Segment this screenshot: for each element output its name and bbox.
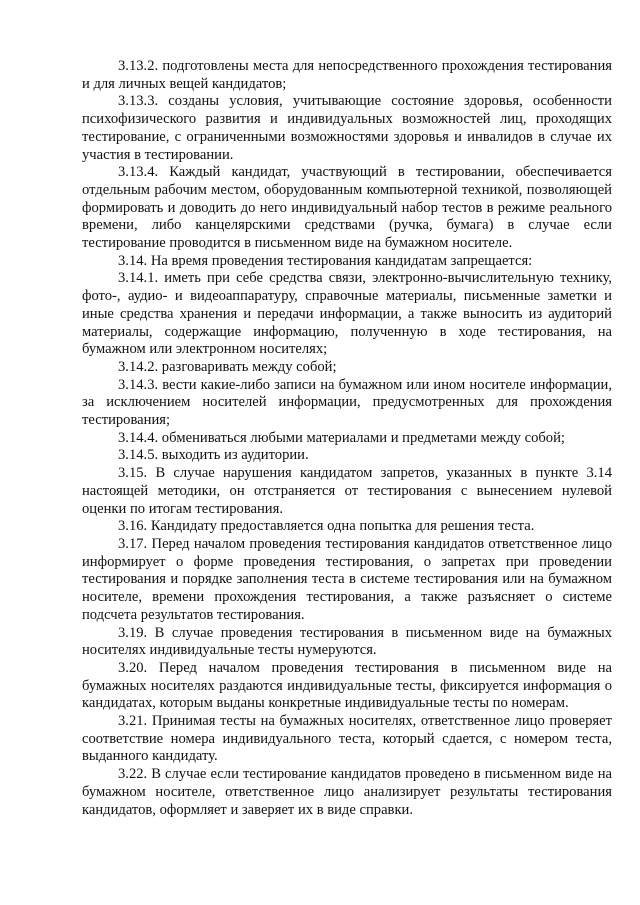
paragraph-3-21: 3.21. Принимая тесты на бумажных носителях, ответственное лицо проверяет соответствие номера индивидуального теста, который сдается, с номером теста, выданного кандидату.: [82, 713, 612, 765]
paragraph-3-13-3: 3.13.3. созданы условия, учитывающие состояние здоровья, особенности психофизического развития и индивидуальных возможностей лиц, проходящих тестирование, с ограниченными возможностями здоровья и инвалидов в случае их участия в тестировании.: [82, 93, 612, 163]
document-body: [82, 58, 612, 819]
paragraph-3-16: 3.16. Кандидату предоставляется одна попытка для решения теста.: [118, 518, 535, 535]
paragraph-3-13-4: 3.13.4. Каждый кандидат, участвующий в тестировании, обеспечивается отдельным рабочим местом, оборудованным компьютерной техникой, позволяющей формировать и доводить до него индивидуальный набор тестов в режиме реального времени, либо канцелярскими средствами (ручка, бумага) в случае если тестирование проводится в письменном виде на бумажном носителе.: [82, 164, 612, 252]
paragraph-3-15: 3.15. В случае нарушения кандидатом запретов, указанных в пункте 3.14 настоящей методики, он отстраняется от тестирования с вынесением нулевой оценки по итогам тестирования.: [82, 465, 612, 517]
paragraph-3-14: 3.14. На время проведения тестирования кандидатам запрещается:: [118, 252, 533, 269]
paragraph-3-14-5: 3.14.5. выходить из аудитории.: [118, 447, 309, 464]
paragraph-3-14-4: 3.14.4. обмениваться любыми материалами и предметами между собой;: [118, 429, 565, 446]
paragraph-3-14-3: 3.14.3. вести какие-либо записи на бумажном или ином носителе информации, за исключением носителей информации, предусмотренных для прохождения тестирования;: [82, 376, 612, 429]
paragraph-3-13-2: 3.13.2. подготовлены места для непосредственного прохождения тестирования и для личных вещей кандидатов;: [82, 58, 612, 92]
paragraph-3-22: 3.22. В случае если тестирование кандидатов проведено в письменном виде на бумажном носителе, ответственное лицо анализирует результаты тестирования кандидатов, оформляет и заверяет их в виде справки.: [82, 766, 612, 818]
paragraph-3-14-1: 3.14.1. иметь при себе средства связи, электронно-вычислительную технику, фото-, аудио- и видеоаппаратуру, справочные материалы, письменные заметки и иные средства хранения и передачи информации, а также выносить из аудиторий материалы, содержащие информацию, полученную в ходе тестирования, на бумажном или электронном носителях;: [82, 270, 612, 358]
paragraph-3-20: 3.20. Перед началом проведения тестирования в письменном виде на бумажных носителях раздаются индивидуальные тесты, фиксируется информация о кандидатах, которым выданы конкретные индивидуальные тесты по номерам.: [82, 659, 612, 712]
paragraph-3-14-2: 3.14.2. разговаривать между собой;: [118, 358, 337, 375]
paragraph-3-19: 3.19. В случае проведения тестирования в письменном виде на бумажных носителях индивидуальные тесты нумеруются.: [82, 624, 612, 659]
paragraph-3-17: 3.17. Перед началом проведения тестирования кандидатов ответственное лицо информирует о форме проведения тестирования, о запретах при проведении тестирования и порядке заполнения теста в системе тестирования или на бумажном носителе, времени прохождения тестирования, а также разъясняет о системе подсчета результатов тестирования.: [82, 535, 612, 623]
